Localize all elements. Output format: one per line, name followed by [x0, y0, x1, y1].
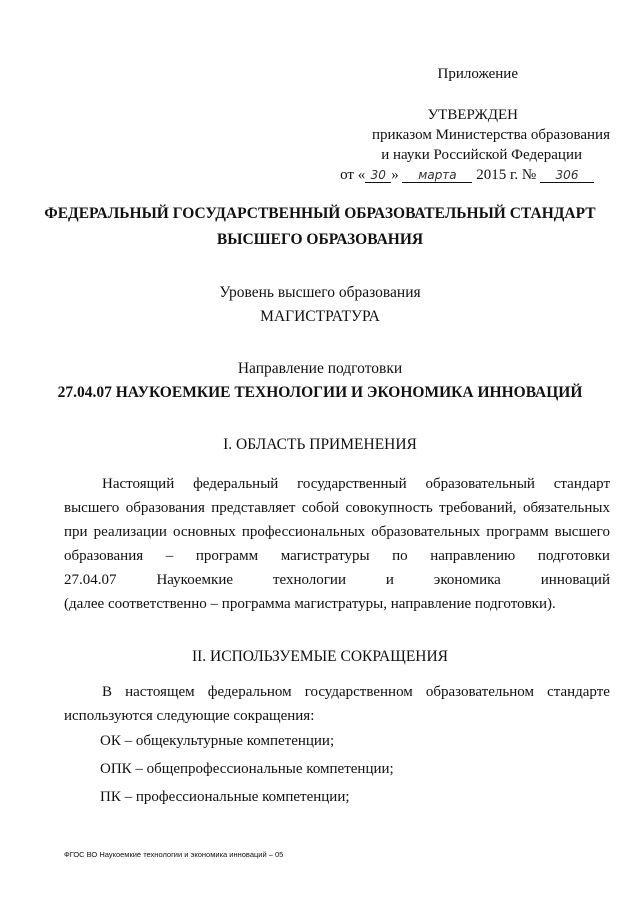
paragraph-line: В настоящем федеральном государственном образовательном стандарте — [102, 684, 610, 700]
date-day-handwritten: 30 — [365, 168, 391, 183]
paragraph-line: Настоящий федеральный государственный образовательный стандарт — [102, 476, 610, 492]
date-mid: » — [391, 167, 399, 183]
education-level-label: Уровень высшего образования — [219, 284, 421, 301]
abbreviation-item: ОПК – общепрофессиональные компетенции; — [100, 761, 394, 777]
section-1-paragraph — [64, 472, 610, 616]
appendix-label: Приложение — [437, 66, 518, 82]
approved-label: УТВЕРЖДЕН — [427, 107, 518, 123]
paragraph-line: используются следующие сокращения: — [64, 708, 315, 724]
date-year: 2015 г. № — [476, 167, 537, 183]
order-date-line — [330, 165, 610, 185]
order-line-1: приказом Министерства образования — [372, 127, 610, 143]
section-2-heading: II. ИСПОЛЬЗУЕМЫЕ СОКРАЩЕНИЯ — [191, 648, 449, 665]
document-title-line-2: ВЫСШЕГО ОБРАЗОВАНИЯ — [216, 231, 424, 248]
date-month-handwritten: марта — [402, 168, 472, 183]
order-line-2: и науки Российской Федерации — [381, 147, 582, 163]
paragraph-line: высшего образования представляет собой совокупность требований, обязательных — [64, 500, 610, 516]
approval-block — [330, 64, 610, 185]
paragraph-line: 27.04.07 Наукоемкие технологии и экономика инноваций — [64, 572, 610, 588]
paragraph-line: образования – программ магистратуры по направлению подготовки — [64, 548, 610, 564]
page-footer: ФГОС ВО Наукоемкие технологии и экономика инноваций – 05 — [64, 850, 284, 859]
paragraph-line: при реализации основных профессиональных образовательных программ высшего — [64, 524, 610, 540]
date-prefix: от « — [340, 167, 366, 183]
document-title-line-1: ФЕДЕРАЛЬНЫЙ ГОСУДАРСТВЕННЫЙ ОБРАЗОВАТЕЛЬНЫЙ СТАНДАРТ — [44, 205, 596, 222]
section-1-heading: I. ОБЛАСТЬ ПРИМЕНЕНИЯ — [223, 436, 417, 453]
direction-label: Направление подготовки — [237, 360, 403, 377]
direction-value: 27.04.07 НАУКОЕМКИЕ ТЕХНОЛОГИИ И ЭКОНОМИКА ИННОВАЦИЙ — [57, 384, 583, 401]
section-2-intro — [64, 680, 610, 728]
paragraph-line: (далее соответственно – программа магистратуры, направление подготовки). — [64, 596, 556, 612]
education-level-value: МАГИСТРАТУРА — [260, 308, 380, 325]
order-number-handwritten: 306 — [540, 168, 594, 183]
abbreviation-item: ПК – профессиональные компетенции; — [100, 789, 350, 805]
abbreviation-item: ОК – общекультурные компетенции; — [100, 733, 335, 749]
